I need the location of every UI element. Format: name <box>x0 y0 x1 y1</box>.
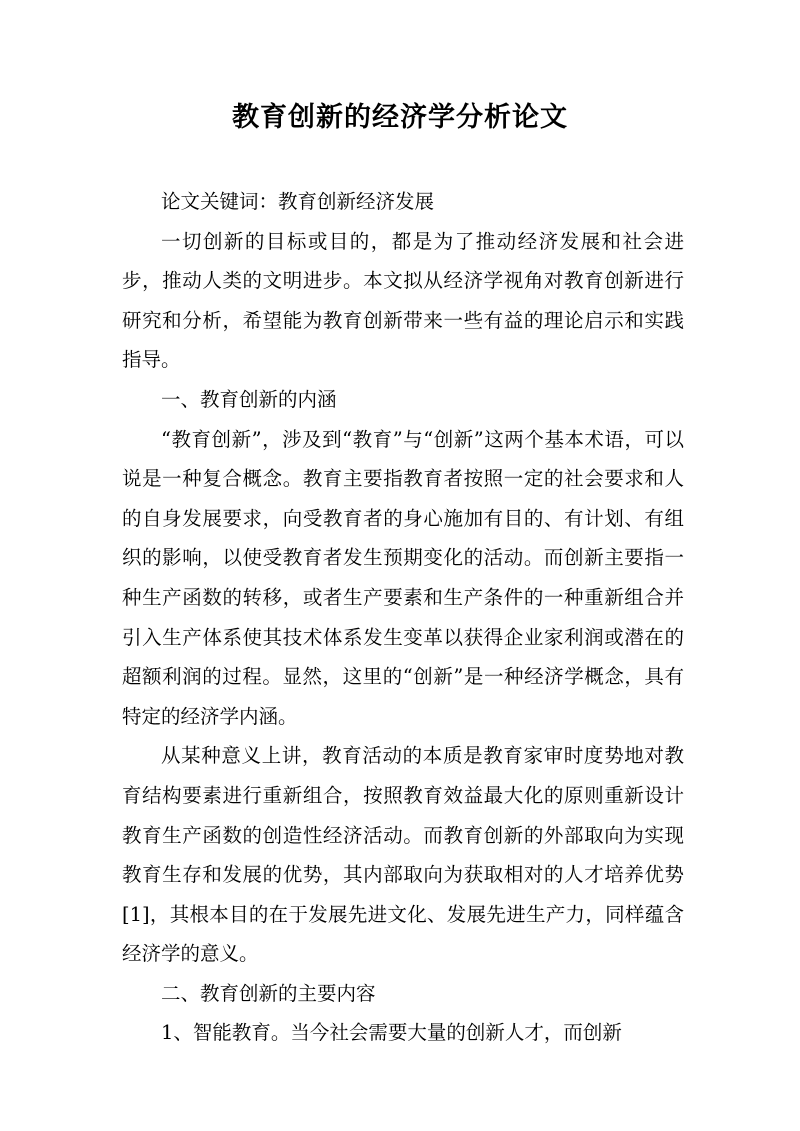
keywords-paragraph: 论文关键词：教育创新经济发展 <box>161 190 435 213</box>
document-title: 教育创新的经济学分析论文 <box>232 102 568 133</box>
body-paragraph: “教育创新”，涉及到“教育”与“创新”这两个基本术语，可以说是一种复合概念。教育主要指教育者按照一定的社会要求和人的自身发展要求，向受教育者的身心施加有目的、有计划、有组织的影响，以使受教育者发生预期变化的活动。而创新主要指一种生产函数的转移，或者生产要素和生产条件的一种重新组合并引入生产体系使其技术体系发生变革以获得企业家利润或潜在的超额利润的过程。显然，这里的“创新”是一种经济学概念，具有特定的经济学内涵。 <box>122 427 684 728</box>
body-paragraph: 1、智能教育。当今社会需要大量的创新人才，而创新 <box>161 1021 622 1045</box>
document-body <box>122 182 684 1053</box>
body-paragraph: 从某种意义上讲，教育活动的本质是教育家审时度势地对教育结构要素进行重新组合，按照教育效益最大化的原则重新设计教育生产函数的创造性经济活动。而教育创新的外部取向为实现教育生存和发展的优势，其内部取向为获取相对的人才培养优势[1]，其根本目的在于发展先进文化、发展先进生产力，同样蕴含经济学的意义。 <box>122 744 684 966</box>
intro-paragraph: 一切创新的目标或目的，都是为了推动经济发展和社会进步，推动人类的文明进步。本文拟从经济学视角对教育创新进行研究和分析，希望能为教育创新带来一些有益的理论启示和实践指导。 <box>122 229 684 372</box>
section-heading-1: 一、教育创新的内涵 <box>161 387 337 411</box>
section-heading-2: 二、教育创新的主要内容 <box>161 981 376 1005</box>
